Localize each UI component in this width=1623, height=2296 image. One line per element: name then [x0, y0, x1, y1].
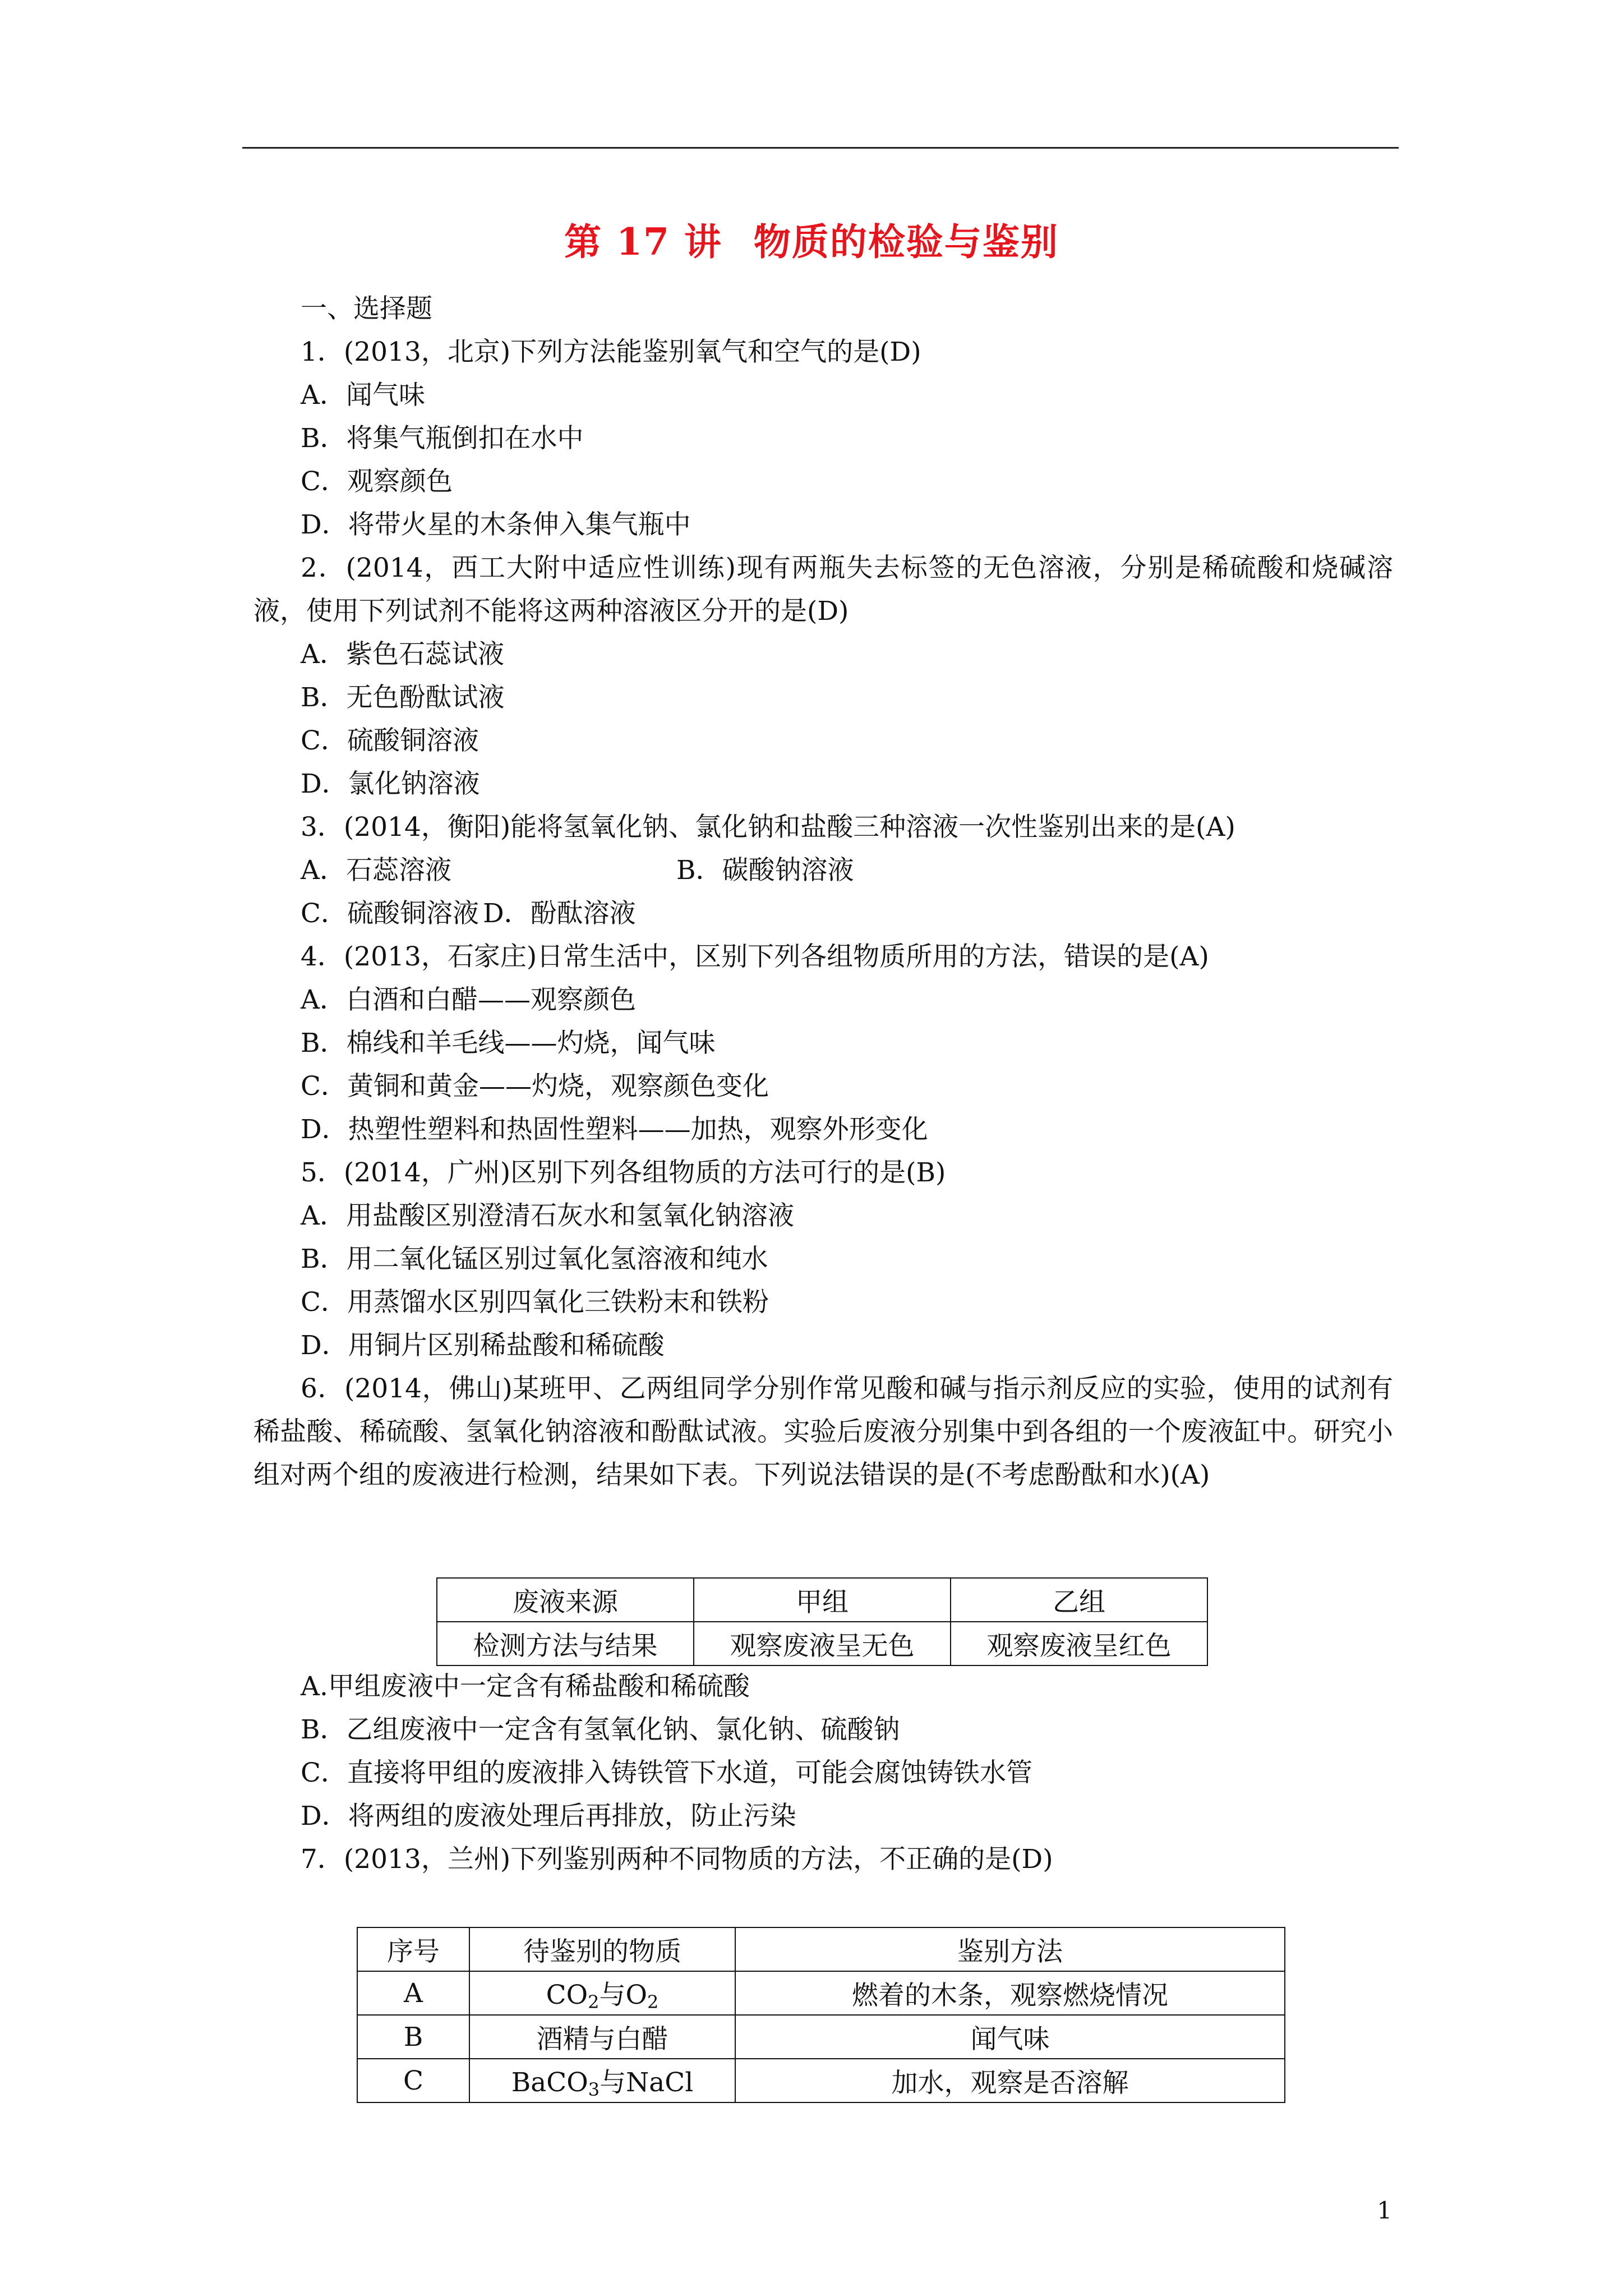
- question-5-option-b: B．用二氧化锰区别过氧化氢溶液和纯水: [301, 1244, 768, 1274]
- question-3-options-row-2: [253, 892, 1393, 935]
- question-2-stem: 2．(2014，西工大附中适应性训练)现有两瓶失去标签的无色溶液，分别是稀硫酸和烧碱溶液，使用下列试剂不能将这两种溶液区分开的是(D): [253, 553, 1393, 627]
- question-6-stem: 6．(2014，佛山)某班甲、乙两组同学分别作常见酸和碱与指示剂反应的实验，使用的试剂有稀盐酸、稀硫酸、氢氧化钠溶液和酚酞试液。实验后废液分别集中到各组的一个废液缸中。研究小组对两个组的废液进行检测，结果如下表。下列说法错误的是(不考虑酚酞和水)(A): [253, 1373, 1393, 1490]
- table-row: [437, 1622, 1207, 1665]
- table-header-cell: 废液来源: [437, 1578, 694, 1622]
- table-cell: A: [357, 1971, 469, 2015]
- question-6-options: [253, 1665, 1393, 1881]
- title-lecture: 第 17 讲: [564, 220, 722, 264]
- question-3-option-d: D．酚酞溶液: [483, 898, 636, 929]
- table-cell: 检测方法与结果: [437, 1622, 694, 1665]
- table-row: [357, 2015, 1285, 2059]
- question-1-option-c: C．观察颜色: [301, 466, 453, 497]
- substance-formula: NaCl: [626, 2067, 694, 2098]
- page-title: [0, 212, 1623, 265]
- question-2-option-b: B．无色酚酞试液: [301, 682, 505, 713]
- table-cell: [469, 2059, 735, 2102]
- table-header-cell: 甲组: [694, 1578, 951, 1622]
- table-row: [357, 1927, 1285, 1971]
- title-topic: 物质的检验与鉴别: [753, 220, 1059, 264]
- question-3-option-c: C．硫酸铜溶液: [301, 898, 479, 929]
- table-cell: B: [357, 2015, 469, 2059]
- document-body: [253, 287, 1393, 1497]
- substance-formula: CO: [546, 1979, 588, 2010]
- question-3-option-b: B．碳酸钠溶液: [676, 855, 854, 886]
- table-header-cell: 乙组: [951, 1578, 1207, 1622]
- table-cell: 酒精与白醋: [469, 2015, 735, 2059]
- question-3-stem: 3．(2014，衡阳)能将氢氧化钠、氯化钠和盐酸三种溶液一次性鉴别出来的是(A): [301, 812, 1235, 843]
- subscript: 3: [588, 2078, 600, 2100]
- question-6-option-d: D．将两组的废液处理后再排放，防止污染: [301, 1801, 796, 1832]
- question-7-stem: 7．(2013，兰州)下列鉴别两种不同物质的方法，不正确的是(D): [301, 1844, 1053, 1875]
- question-6-option-c: C．直接将甲组的废液排入铸铁管下水道，可能会腐蚀铸铁水管: [301, 1757, 1032, 1788]
- table-cell: 观察废液呈红色: [951, 1622, 1207, 1665]
- question-5-option-c: C．用蒸馏水区别四氧化三铁粉末和铁粉: [301, 1287, 769, 1318]
- page-number: 1: [1377, 2197, 1392, 2224]
- question-1-option-d: D．将带火星的木条伸入集气瓶中: [301, 509, 691, 540]
- table-cell: 燃着的木条，观察燃烧情况: [735, 1971, 1285, 2015]
- question-6-table: [436, 1577, 1208, 1666]
- section-heading: 一、选择题: [301, 293, 432, 324]
- table-cell: [469, 1971, 735, 2015]
- question-2-option-c: C．硫酸铜溶液: [301, 725, 479, 756]
- table-cell: 观察废液呈无色: [694, 1622, 951, 1665]
- question-7-table: [357, 1927, 1285, 2103]
- question-2-option-d: D．氯化钠溶液: [301, 769, 480, 799]
- question-1-option-a: A．闻气味: [301, 380, 425, 411]
- table-row: [357, 2059, 1285, 2102]
- question-1-option-b: B．将集气瓶倒扣在水中: [301, 423, 584, 454]
- connector-text: 与: [600, 2067, 626, 2098]
- question-4-stem: 4．(2013，石家庄)日常生活中，区别下列各组物质所用的方法，错误的是(A): [301, 941, 1209, 972]
- question-4-option-b: B．棉线和羊毛线——灼烧，闻气味: [301, 1028, 716, 1059]
- question-2-option-a: A．紫色石蕊试液: [301, 639, 504, 670]
- question-4-option-a: A．白酒和白醋——观察颜色: [301, 984, 636, 1015]
- question-5-option-d: D．用铜片区别稀盐酸和稀硫酸: [301, 1330, 665, 1361]
- question-3-option-a: A．石蕊溶液: [301, 855, 451, 886]
- subscript: 2: [647, 1991, 659, 2013]
- question-6-option-b: B．乙组废液中一定含有氢氧化钠、氯化钠、硫酸钠: [301, 1714, 900, 1745]
- question-3-options-row-1: [253, 849, 1393, 892]
- question-5-option-a: A．用盐酸区别澄清石灰水和氢氧化钠溶液: [301, 1200, 794, 1231]
- subscript: 2: [588, 1991, 600, 2013]
- substance-formula: O: [625, 1979, 648, 2010]
- table-cell: 闻气味: [735, 2015, 1285, 2059]
- connector-text: 与: [599, 1979, 626, 2010]
- header-rule: [242, 147, 1399, 149]
- table-header-cell: 鉴别方法: [735, 1927, 1285, 1971]
- table-header-cell: 序号: [357, 1927, 469, 1971]
- table-row: [357, 1971, 1285, 2015]
- table-header-cell: 待鉴别的物质: [469, 1927, 735, 1971]
- table-cell: C: [357, 2059, 469, 2102]
- substance-formula: BaCO: [511, 2067, 588, 2098]
- question-5-stem: 5．(2014，广州)区别下列各组物质的方法可行的是(B): [301, 1157, 946, 1188]
- table-row: [437, 1578, 1207, 1622]
- table-cell: 加水，观察是否溶解: [735, 2059, 1285, 2102]
- question-4-option-d: D．热塑性塑料和热固性塑料——加热，观察外形变化: [301, 1114, 928, 1145]
- question-4-option-c: C．黄铜和黄金——灼烧，观察颜色变化: [301, 1071, 769, 1102]
- question-6-option-a: A.甲组废液中一定含有稀盐酸和稀硫酸: [301, 1671, 750, 1702]
- question-1-stem: 1．(2013，北京)下列方法能鉴别氧气和空气的是(D): [301, 337, 921, 367]
